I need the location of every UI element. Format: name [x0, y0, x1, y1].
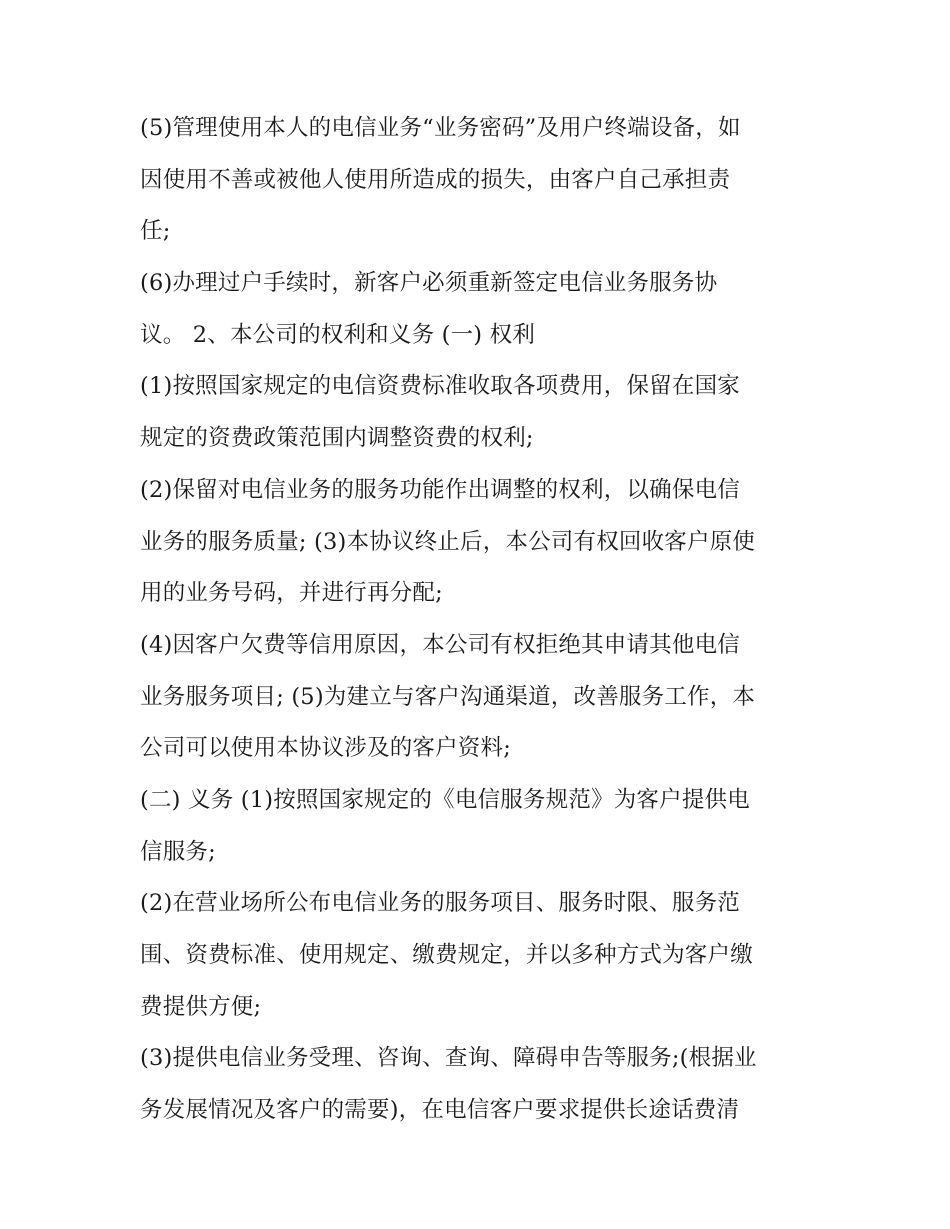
text-line: 费提供方便;: [140, 993, 262, 1020]
document-body: [140, 103, 820, 1137]
text-line: (1)按照国家规定的电信资费标准收取各项费用，保留在国家: [140, 373, 740, 400]
text-line: 因使用不善或被他人使用所造成的损失，由客户自己承担责: [140, 166, 731, 193]
text-line: 议。 2、本公司的权利和义务 (一) 权利: [140, 321, 536, 348]
text-line: (4)因客户欠费等信用原因，本公司有权拒绝其申请其他电信: [140, 631, 740, 658]
text-line: 信服务;: [140, 838, 216, 865]
text-line: (二) 义务 (1)按照国家规定的《电信服务规范》为客户提供电: [140, 786, 750, 813]
text-line: (2)在营业场所公布电信业务的服务项目、服务时限、服务范: [140, 890, 740, 917]
text-line: 任;: [140, 218, 171, 245]
text-line: 务发展情况及客户的需要)，在电信客户要求提供长途话费清: [140, 1097, 740, 1124]
text-line: 公司可以使用本协议涉及的客户资料;: [140, 735, 511, 762]
text-line: (3)提供电信业务受理、咨询、查询、障碍申告等服务;(根据业: [140, 1045, 757, 1072]
text-line: 规定的资费政策范围内调整资费的权利;: [140, 425, 534, 452]
text-line: 业务的服务质量; (3)本协议终止后，本公司有权回收客户原使: [140, 528, 756, 555]
text-line: (5)管理使用本人的电信业务“业务密码”及用户终端设备，如: [140, 115, 741, 141]
text-line: (2)保留对电信业务的服务功能作出调整的权利，以确保电信: [140, 476, 740, 503]
text-line: 围、资费标准、使用规定、缴费规定，并以多种方式为客户缴: [140, 942, 753, 968]
text-line: 用的业务号码，并进行再分配;: [140, 580, 443, 607]
text-line: 业务服务项目; (5)为建立与客户沟通渠道，改善服务工作，本: [140, 683, 756, 710]
text-line: (6)办理过户手续时，新客户必须重新签定电信业务服务协: [140, 270, 718, 297]
